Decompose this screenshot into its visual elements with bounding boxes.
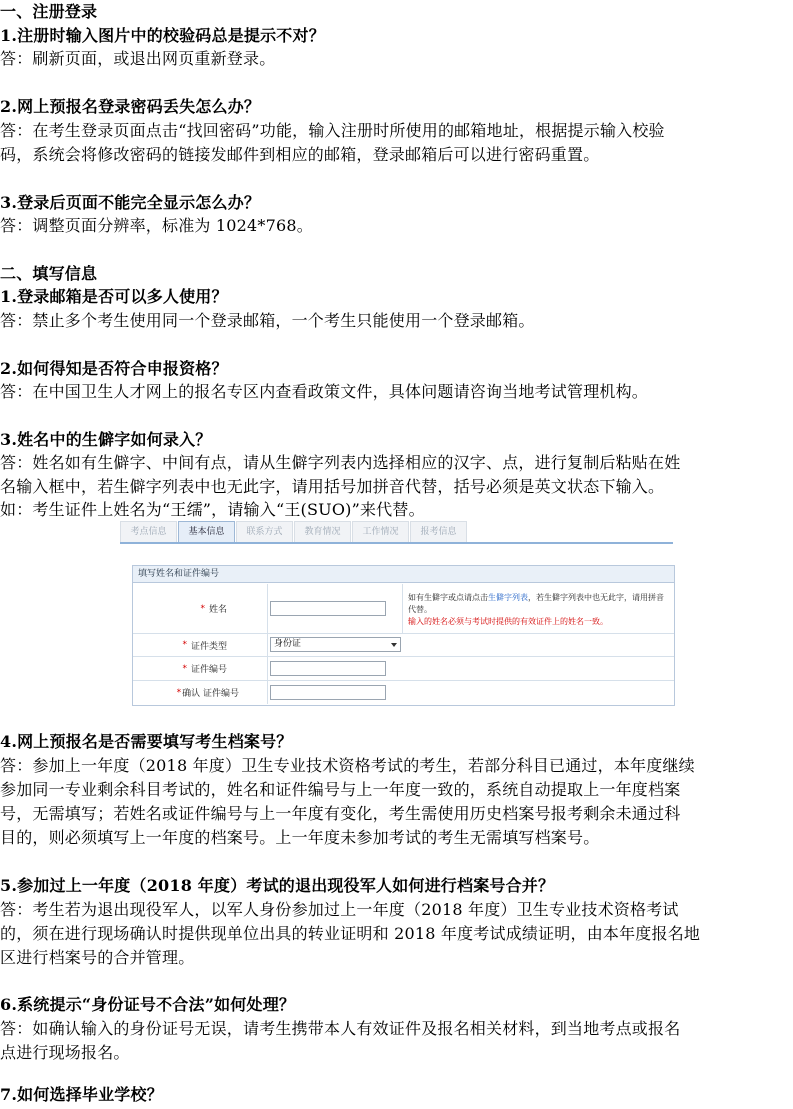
chevron-down-icon xyxy=(391,643,397,647)
id-type-label-text: 证件类型 xyxy=(190,641,227,652)
answer-text: 点进行现场报名。 xyxy=(0,1043,130,1062)
answer-text: 答：在中国卫生人才网上的报名专区内查看政策文件，具体问题请咨询当地考试管理机构。 xyxy=(0,382,649,401)
rare-char-list-link[interactable]: 生僻字列表 xyxy=(488,593,528,602)
answer-text: 码，系统会将修改密码的链接发邮件到相应的邮箱，登录邮箱后可以进行密码重置。 xyxy=(0,145,600,164)
answer-text: 的，须在进行现场确认时提供现单位出具的转业证明和 2018 年度考试成绩证明，由本年度报名地 xyxy=(0,924,701,943)
confirm-id-row xyxy=(133,681,674,704)
tab-work[interactable]: 工作情况 xyxy=(352,521,409,542)
question-heading: 3.登录后页面不能完全显示怎么办？ xyxy=(0,193,261,212)
question-heading: 3.姓名中的生僻字如何录入？ xyxy=(0,430,212,449)
required-mark: * xyxy=(200,603,205,614)
tab-basic-info[interactable]: 基本信息 xyxy=(178,521,235,542)
name-row xyxy=(133,584,674,634)
embedded-form-screenshot xyxy=(120,520,673,708)
question-heading: 2.如何得知是否符合申报资格？ xyxy=(0,359,228,378)
column-divider xyxy=(402,584,403,633)
question-heading: 1.注册时输入图片中的校验码总是提示不对？ xyxy=(0,26,325,45)
answer-text: 答：禁止多个考生使用同一个登录邮箱，一个考生只能使用一个登录邮箱。 xyxy=(0,311,535,330)
required-mark: * xyxy=(176,687,182,698)
question-heading: 4.网上预报名是否需要填写考生档案号？ xyxy=(0,732,293,751)
name-hint xyxy=(408,592,670,628)
id-number-row xyxy=(133,657,674,681)
id-type-row xyxy=(133,634,674,657)
name-input[interactable] xyxy=(270,601,386,616)
confirm-id-label xyxy=(133,681,268,704)
answer-text: 答：如确认输入的身份证号无误，请考生携带本人有效证件及报名相关材料，到当地考点或报名 xyxy=(0,1019,681,1038)
answer-text: 如：考生证件上姓名为“王𦈡”，请输入“王(SUO)”来代替。 xyxy=(0,500,425,519)
id-type-value: 身份证 xyxy=(274,639,302,649)
question-heading: 1.登录邮箱是否可以多人使用？ xyxy=(0,287,228,306)
confirm-id-label-text: 确认 证件编号 xyxy=(182,689,239,699)
name-label xyxy=(133,584,268,633)
answer-text: 答：姓名如有生僻字、中间有点，请从生僻字列表内选择相应的汉字、点，进行复制后粘贴在姓 xyxy=(0,453,681,472)
hint-prefix: 如有生僻字或点请点击 xyxy=(408,593,488,602)
name-label-text: 姓名 xyxy=(208,605,227,615)
question-heading: 2.网上预报名登录密码丢失怎么办？ xyxy=(0,97,261,116)
tab-education[interactable]: 教育情况 xyxy=(294,521,351,542)
question-heading: 7.如何选择毕业学校？ xyxy=(0,1085,163,1104)
answer-text: 答：在考生登录页面点击“找回密码”功能，输入注册时所使用的邮箱地址，根据提示输入校验 xyxy=(0,121,665,140)
required-mark: * xyxy=(182,640,187,650)
name-id-panel xyxy=(132,565,675,706)
tab-bar xyxy=(120,520,673,544)
answer-text: 答：参加上一年度（2018 年度）卫生专业技术资格考试的考生，若部分科目已通过，本年度继续 xyxy=(0,756,695,775)
answer-text: 号，无需填写；若姓名或证件编号与上一年度有变化，考生需使用历史档案号报考剩余未通过科 xyxy=(0,804,681,823)
id-type-select[interactable] xyxy=(270,637,401,652)
answer-text: 名输入框中，若生僻字列表中也无此字，请用括号加拼音代替，括号必须是英文状态下输入。 xyxy=(0,477,665,496)
section-heading: 一、注册登录 xyxy=(0,2,98,21)
confirm-id-input[interactable] xyxy=(270,685,386,700)
panel-title: 填写姓名和证件编号 xyxy=(133,566,674,583)
answer-text: 答：考生若为退出现役军人，以军人身份参加过上一年度（2018 年度）卫生专业技术资格考试 xyxy=(0,900,679,919)
answer-text: 目的，则必须填写上一年度的档案号。上一年度未参加考试的考生无需填写档案号。 xyxy=(0,828,600,847)
tab-contact[interactable]: 联系方式 xyxy=(236,521,293,542)
question-heading: 5.参加过上一年度（2018 年度）考试的退出现役军人如何进行档案号合并？ xyxy=(0,876,555,895)
question-heading: 6.系统提示“身份证号不合法”如何处理？ xyxy=(0,995,296,1014)
id-type-label xyxy=(133,634,268,656)
id-number-label-text: 证件编号 xyxy=(190,665,227,675)
tab-exam-info[interactable]: 报考信息 xyxy=(410,521,467,542)
section-heading: 二、填写信息 xyxy=(0,264,98,283)
hint-suffix: ，若生僻字列表中也无此字，请用拼音代替。 xyxy=(408,593,664,614)
tab-exam-site[interactable]: 考点信息 xyxy=(120,521,177,542)
id-number-label xyxy=(133,657,268,680)
hint-warning: 输入的姓名必须与考试时提供的有效证件上的姓名一致。 xyxy=(408,617,608,626)
id-number-input[interactable] xyxy=(270,661,386,676)
answer-text: 答：调整页面分辨率，标准为 1024*768。 xyxy=(0,216,313,235)
required-mark: * xyxy=(182,663,187,674)
answer-text: 参加同一专业剩余科目考试的，姓名和证件编号与上一年度一致的，系统自动提取上一年度档案 xyxy=(0,780,681,799)
answer-text: 答：刷新页面，或退出网页重新登录。 xyxy=(0,49,276,68)
answer-text: 区进行档案号的合并管理。 xyxy=(0,948,195,967)
